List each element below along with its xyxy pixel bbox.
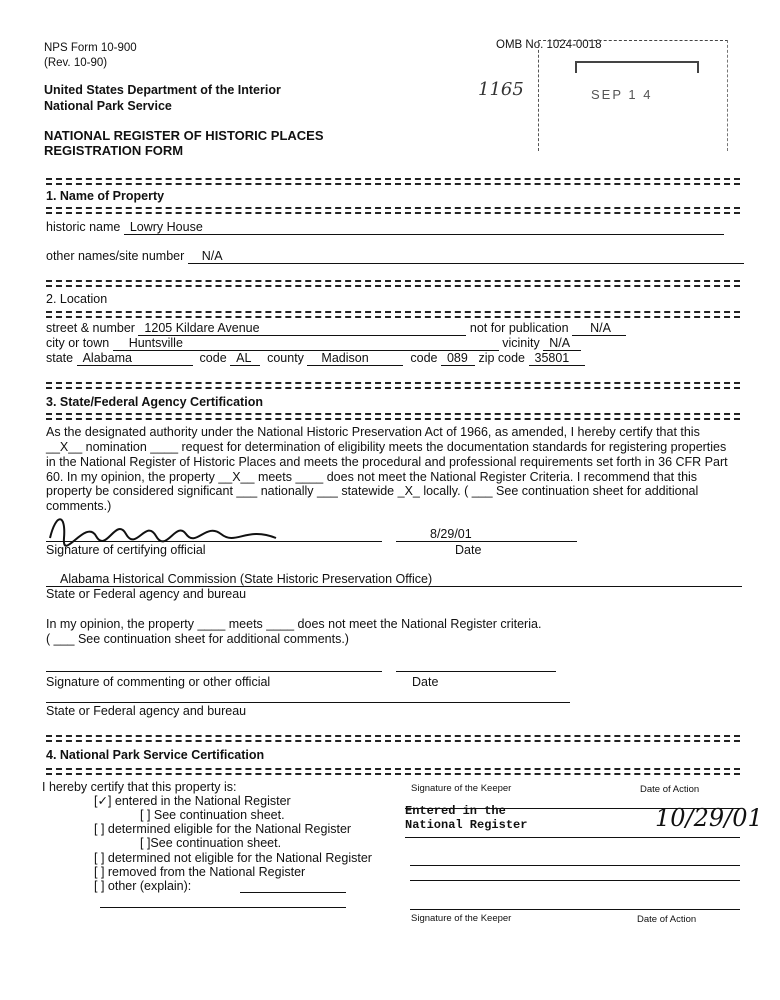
keeper-line xyxy=(410,880,740,881)
agency-label: State or Federal agency and bureau xyxy=(46,587,247,601)
other-names-field[interactable]: N/A xyxy=(188,249,744,264)
option-other[interactable]: [ ] other (explain): xyxy=(94,879,192,893)
action-date-label: Date of Action xyxy=(640,784,700,795)
keeper-label: Signature of the Keeper xyxy=(411,783,512,794)
form-title: NATIONAL REGISTER OF HISTORIC PLACES xyxy=(44,128,324,143)
section-1-title: 1. Name of Property xyxy=(46,189,165,203)
state-row: state Alabama code AL county Madison code 089 zip code 35801 xyxy=(46,350,585,366)
signature-label: Signature of certifying official xyxy=(46,543,206,557)
date-line xyxy=(396,541,577,542)
omb-number: OMB No. 1024-0018 xyxy=(496,39,602,51)
option-entered[interactable]: [✓] entered in the National Register xyxy=(94,794,291,808)
separator xyxy=(46,280,740,287)
keeper-line xyxy=(410,865,740,866)
action-date-label-2: Date of Action xyxy=(637,914,697,925)
paragraph-line: in the National Register of Historic Places and meets the procedural and professional requirements set forth in 36 CFR Part xyxy=(46,455,728,469)
comment-date-label: Date xyxy=(412,675,439,689)
street-row: street & number 1205 Kildare Avenue not for publication N/A xyxy=(46,320,626,336)
continuation-line: ( ___ See continuation sheet for additional comments.) xyxy=(46,632,349,646)
separator xyxy=(46,311,740,318)
section-2-title: 2. Location xyxy=(46,292,108,306)
comment-signature-label: Signature of commenting or other official xyxy=(46,675,271,689)
paragraph-line: __X__ nomination ____ request for determination of eligibility meets the documentation standards for registering properties xyxy=(46,440,727,454)
historic-name-row: historic name Lowry House xyxy=(46,219,724,235)
comment-signature-line xyxy=(46,671,382,672)
certify-intro: I hereby certify that this property is: xyxy=(42,780,237,794)
paragraph-line: property be considered significant ___ nationally ___ statewide _X_ locally. ( ___ See continuation sheet for additional xyxy=(46,484,699,498)
state-code-field[interactable]: AL xyxy=(230,351,260,366)
other-names-row: other names/site number N/A xyxy=(46,248,744,264)
option-continuation-2[interactable]: [ ]See continuation sheet. xyxy=(140,836,282,850)
paragraph-line: comments.) xyxy=(46,499,112,513)
action-date: 10/29/01 xyxy=(655,804,763,832)
department: United States Department of the Interior xyxy=(44,83,281,97)
entered-stamp-line2: National Register xyxy=(405,818,528,832)
received-stamp xyxy=(538,40,728,151)
opinion-line: In my opinion, the property ____ meets ____ does not meet the National Register criteria. xyxy=(46,617,542,631)
section-3-title: 3. State/Federal Agency Certification xyxy=(46,395,263,409)
form-number: NPS Form 10-900 xyxy=(44,42,137,54)
not-for-publication-field[interactable]: N/A xyxy=(572,321,626,336)
stamp-date: SEP 1 4 xyxy=(591,87,653,102)
keeper-label-2: Signature of the Keeper xyxy=(411,913,512,924)
service: National Park Service xyxy=(44,99,172,113)
keeper-line xyxy=(410,909,740,910)
handwritten-number: 1165 xyxy=(478,79,524,100)
keeper-line xyxy=(405,837,740,838)
certification-date: 8/29/01 xyxy=(430,527,472,541)
paragraph-line: As the designated authority under the National Historic Preservation Act of 1966, as amended, I hereby certify that this xyxy=(46,425,700,439)
comment-date-line xyxy=(396,671,556,672)
agency-row xyxy=(46,571,742,587)
entered-stamp-line1: Entered in the xyxy=(405,804,506,818)
separator xyxy=(46,735,740,742)
county-code-field[interactable]: 089 xyxy=(441,351,475,366)
agency-field[interactable]: Alabama Historical Commission (State Historic Preservation Office) xyxy=(46,572,742,587)
street-field[interactable]: 1205 Kildare Avenue xyxy=(138,321,466,336)
zip-field[interactable]: 35801 xyxy=(529,351,585,366)
city-field[interactable]: Huntsville xyxy=(113,336,499,351)
option-not-eligible[interactable]: [ ] determined not eligible for the National Register xyxy=(94,851,372,865)
form-revision: (Rev. 10-90) xyxy=(44,57,108,69)
other-explain-line xyxy=(240,892,346,893)
section-4-title: 4. National Park Service Certification xyxy=(46,748,265,762)
other-explain-line-2 xyxy=(100,907,346,908)
state-field[interactable]: Alabama xyxy=(77,351,193,366)
separator xyxy=(46,382,740,389)
option-removed[interactable]: [ ] removed from the National Register xyxy=(94,865,306,879)
separator xyxy=(46,178,740,185)
separator xyxy=(46,207,740,214)
separator xyxy=(46,768,740,775)
option-continuation-1[interactable]: [ ] See continuation sheet. xyxy=(140,808,285,822)
vicinity-field[interactable]: N/A xyxy=(543,336,581,351)
date-label: Date xyxy=(455,543,482,557)
historic-name-field[interactable]: Lowry House xyxy=(124,220,724,235)
city-row: city or town Huntsville vicinity N/A xyxy=(46,335,581,351)
county-field[interactable]: Madison xyxy=(307,351,403,366)
agency2-label: State or Federal agency and bureau xyxy=(46,704,247,718)
option-eligible[interactable]: [ ] determined eligible for the National Register xyxy=(94,822,352,836)
form-subtitle: REGISTRATION FORM xyxy=(44,143,184,158)
separator xyxy=(46,413,740,420)
paragraph-line: 60. In my opinion, the property __X__ meets ____ does not meet the National Register Criteria. I recommend that this xyxy=(46,470,698,484)
